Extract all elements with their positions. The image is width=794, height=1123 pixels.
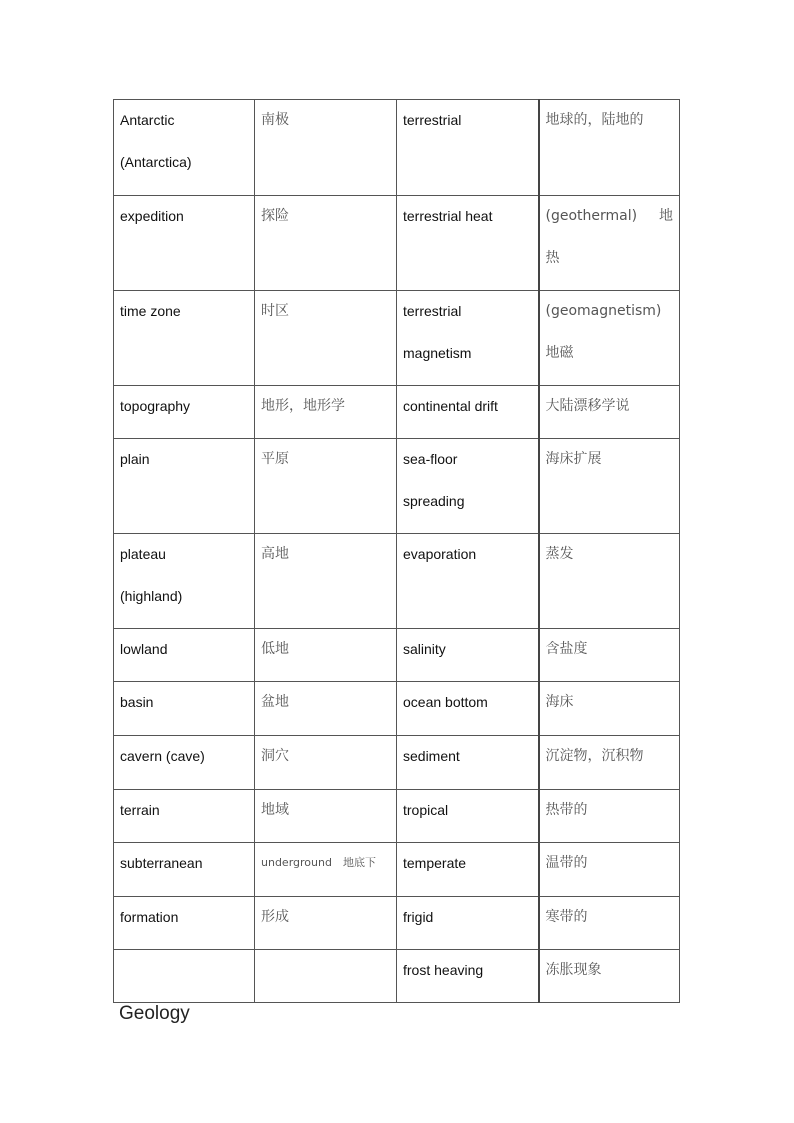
term-cell <box>397 843 539 897</box>
term-cell <box>114 790 255 843</box>
cell-text: spreading <box>403 493 465 509</box>
vocabulary-table <box>113 99 680 1003</box>
term-cell <box>114 897 255 950</box>
cell-text: 高地 <box>261 546 289 562</box>
cell-text: (highland) <box>120 588 183 604</box>
cell-text: temperate <box>403 855 467 871</box>
term-cell <box>114 534 255 629</box>
term-cell <box>114 100 255 196</box>
cell-text: evaporation <box>403 546 477 562</box>
cell-text: topography <box>120 398 191 414</box>
cell-text: ocean bottom <box>403 694 488 710</box>
term-cell <box>397 682 539 736</box>
cell-text: expedition <box>120 208 184 224</box>
cell-text: 时区 <box>261 303 289 319</box>
cell-text: 地形，地形学 <box>261 398 345 414</box>
term-cell <box>114 196 255 291</box>
cell-text: 南极 <box>261 112 289 128</box>
cell-text: 温带的 <box>545 855 588 871</box>
translation-cell <box>255 736 397 790</box>
translation-cell <box>255 629 397 682</box>
term-cell <box>397 736 539 790</box>
term-cell <box>114 386 255 439</box>
cell-text: plateau <box>120 546 166 562</box>
table-row <box>114 386 680 439</box>
cell-text: tropical <box>403 802 449 818</box>
cell-text: 地域 <box>261 802 289 818</box>
term-cell <box>397 386 539 439</box>
table-row <box>114 196 680 291</box>
cell-text: 平原 <box>261 451 289 467</box>
cell-text: continental drift <box>403 398 498 414</box>
table-row <box>114 629 680 682</box>
term-cell <box>114 682 255 736</box>
cell-text: (geomagnetism) <box>545 303 662 319</box>
translation-cell <box>539 196 680 291</box>
term-cell <box>397 439 539 534</box>
cell-text: 探险 <box>261 208 289 224</box>
translation-cell <box>255 100 397 196</box>
translation-cell <box>255 386 397 439</box>
cell-text: lowland <box>120 641 168 657</box>
term-cell <box>114 291 255 386</box>
section-heading: Geology <box>119 1003 190 1024</box>
cell-text: 地 <box>659 208 673 224</box>
translation-cell <box>255 439 397 534</box>
translation-cell <box>255 790 397 843</box>
term-cell <box>114 629 255 682</box>
translation-cell <box>539 790 680 843</box>
cell-text: 大陆漂移学说 <box>545 398 630 414</box>
table-row <box>114 100 680 196</box>
cell-text: 蒸发 <box>545 546 574 562</box>
cell-text: sediment <box>403 748 460 764</box>
cell-text: salinity <box>403 641 446 657</box>
translation-cell <box>255 682 397 736</box>
term-cell <box>397 534 539 629</box>
cell-text: 地磁 <box>545 345 574 361</box>
translation-cell <box>539 629 680 682</box>
term-cell <box>114 439 255 534</box>
cell-line <box>546 206 674 248</box>
cell-text: 低地 <box>261 641 289 657</box>
term-cell <box>397 629 539 682</box>
translation-cell <box>255 291 397 386</box>
cell-text: plain <box>120 451 150 467</box>
table-row <box>114 439 680 534</box>
cell-text: 盆地 <box>261 694 289 710</box>
translation-cell <box>255 897 397 950</box>
cell-text: 沉淀物，沉积物 <box>545 748 644 764</box>
cell-text: 海床扩展 <box>545 451 602 467</box>
translation-cell <box>539 386 680 439</box>
table-row <box>114 897 680 950</box>
cell-text: subterranean <box>120 855 203 871</box>
term-cell <box>397 291 539 386</box>
cell-text: terrestrial <box>403 112 462 128</box>
translation-cell <box>539 843 680 897</box>
term-cell <box>397 196 539 291</box>
cell-text: frost heaving <box>403 962 484 978</box>
translation-cell <box>255 843 397 897</box>
translation-cell <box>255 534 397 629</box>
cell-text: frigid <box>403 909 434 925</box>
cell-text: 地球的，陆地的 <box>545 112 644 128</box>
term-cell <box>114 843 255 897</box>
translation-cell <box>539 534 680 629</box>
cell-text: magnetism <box>403 345 472 361</box>
translation-cell <box>255 196 397 291</box>
cell-text: underground 地底下 <box>261 856 376 869</box>
cell-text: 含盐度 <box>545 641 588 657</box>
cell-text: (Antarctica) <box>120 154 192 170</box>
cell-text: Antarctic <box>120 112 175 128</box>
table-row <box>114 950 680 1003</box>
translation-cell <box>255 950 397 1003</box>
cell-text: basin <box>120 694 154 710</box>
cell-text: formation <box>120 909 179 925</box>
term-cell <box>397 790 539 843</box>
table-row <box>114 843 680 897</box>
cell-text: 海床 <box>545 694 574 710</box>
cell-text: terrestrial heat <box>403 208 493 224</box>
translation-cell <box>539 950 680 1003</box>
cell-text: terrestrial <box>403 303 462 319</box>
cell-text: time zone <box>120 303 181 319</box>
cell-text: 热 <box>545 250 560 266</box>
table-row <box>114 682 680 736</box>
table-row <box>114 790 680 843</box>
translation-cell <box>539 439 680 534</box>
cell-text: terrain <box>120 802 160 818</box>
translation-cell <box>539 100 680 196</box>
cell-text: 热带的 <box>545 802 588 818</box>
table-row <box>114 736 680 790</box>
cell-text: 洞穴 <box>261 748 289 764</box>
cell-text: 寒带的 <box>545 909 588 925</box>
term-cell <box>397 100 539 196</box>
cell-text: 冻胀现象 <box>545 962 602 978</box>
term-cell <box>114 736 255 790</box>
translation-cell <box>539 897 680 950</box>
term-cell <box>397 950 539 1003</box>
cell-text: (geothermal) <box>545 208 638 224</box>
table-row <box>114 291 680 386</box>
term-cell <box>114 950 255 1003</box>
translation-cell <box>539 736 680 790</box>
cell-text: cavern (cave) <box>120 748 205 764</box>
cell-text: sea-floor <box>403 451 458 467</box>
translation-cell <box>539 291 680 386</box>
translation-cell <box>539 682 680 736</box>
term-cell <box>397 897 539 950</box>
table-row <box>114 534 680 629</box>
cell-text: 形成 <box>261 909 289 925</box>
